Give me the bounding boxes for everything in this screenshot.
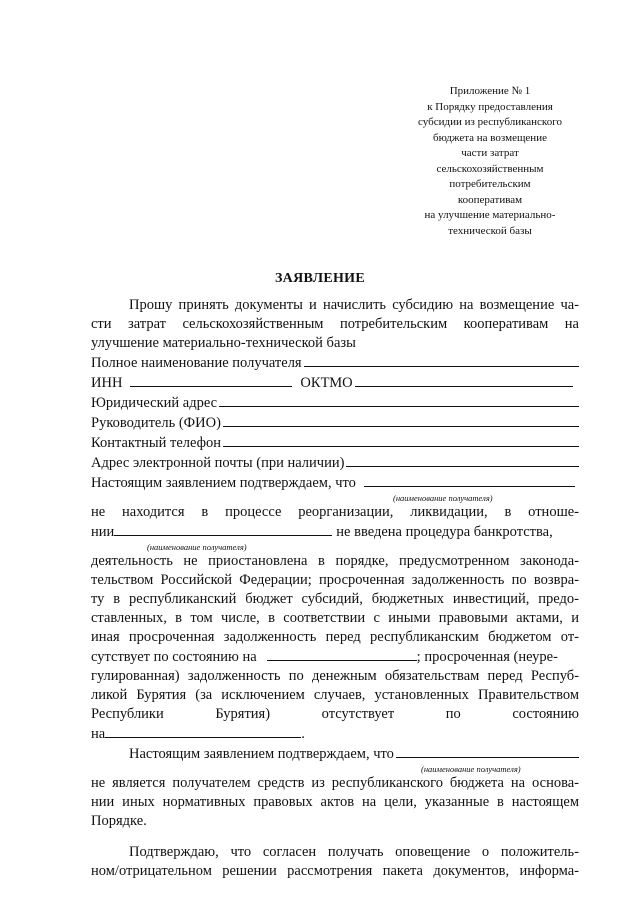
field-label: Руководитель (ФИО) bbox=[91, 415, 221, 431]
para3-line: ном/отрицательном решении рассмотрения пакета документов, информа- bbox=[91, 863, 579, 879]
para2-text: Настоящим заявлением подтверждаем, что bbox=[129, 746, 394, 762]
field-label: Юридический адрес bbox=[91, 395, 218, 411]
field-confirm bbox=[91, 473, 579, 493]
field-label: Настоящим заявлением подтверждаем, что bbox=[91, 475, 356, 491]
para1-text: нии bbox=[91, 524, 115, 540]
annex-line: технической базы bbox=[448, 224, 532, 237]
para2-line-blank bbox=[91, 744, 579, 764]
paragraph-gap bbox=[91, 831, 579, 843]
para1-text: сутствует по состоянию на bbox=[91, 649, 257, 665]
field-head bbox=[91, 413, 579, 433]
para1-text: на bbox=[91, 726, 106, 742]
annex-line: на улучшение материально- bbox=[424, 209, 556, 221]
para1-line: Республики Бурятия) отсутствует по состоянию bbox=[91, 706, 579, 722]
para2-line: нии иных нормативных правовых актов на цели, указанные в настоящем bbox=[91, 794, 579, 810]
para1-line-blank bbox=[91, 724, 579, 744]
email-blank[interactable] bbox=[346, 453, 579, 467]
field-label: ОКТМО bbox=[300, 375, 353, 391]
field-label: Контактный телефон bbox=[91, 435, 222, 451]
field-inn-oktmo bbox=[91, 373, 579, 393]
oktmo-blank[interactable] bbox=[355, 373, 573, 387]
para1-line: ставленных, в том числе, в соответствии с иными правовыми актами, и bbox=[91, 610, 579, 626]
field-label: Полное наименование получателя bbox=[91, 355, 302, 371]
annex-line: сельскохозяйственным bbox=[436, 162, 544, 175]
recipient-hint: (наименование получателя) bbox=[421, 764, 521, 774]
annex-line: кооперативам bbox=[457, 193, 523, 206]
bankruptcy-recipient-blank[interactable] bbox=[114, 522, 332, 536]
annex-header bbox=[400, 84, 580, 239]
document-title: ЗАЯВЛЕНИЕ bbox=[274, 271, 365, 286]
field-phone bbox=[91, 433, 579, 453]
para1-line-blank bbox=[91, 647, 579, 667]
recipient-hint: (наименование получателя) bbox=[147, 542, 247, 552]
phone-blank[interactable] bbox=[223, 433, 579, 447]
para1-text: ; просроченная (неуре- bbox=[416, 649, 558, 665]
para1-line: ту в республиканский бюджет субсидий, бюджетных инвестиций, предо- bbox=[91, 591, 579, 607]
recipient-hint: (наименование получателя) bbox=[393, 493, 493, 503]
intro-line: улучшение материально-технической базы bbox=[91, 335, 356, 351]
para2-line: не является получателем средств из республиканского бюджета на основа- bbox=[91, 775, 579, 791]
para2-recipient-blank[interactable] bbox=[396, 744, 579, 758]
para1-text: . bbox=[301, 726, 305, 742]
para1-line: иная просроченная задолженность перед республиканским бюджетом от- bbox=[91, 629, 579, 645]
field-legal-address bbox=[91, 393, 579, 413]
annex-line: Приложение № 1 bbox=[449, 85, 531, 97]
para1-line: ликой Бурятия (за исключением случаев, установленных Правительством bbox=[91, 687, 579, 703]
intro-line: Прошу принять документы и начислить субсидию на возмещение ча- bbox=[129, 297, 579, 313]
intro-line: сти затрат сельскохозяйственным потребительским кооперативам на bbox=[91, 316, 579, 332]
para1-line-blank bbox=[91, 522, 579, 542]
field-full-name bbox=[91, 353, 579, 373]
obligations-date-blank[interactable] bbox=[105, 724, 301, 738]
document-body bbox=[91, 296, 579, 881]
legal-address-blank[interactable] bbox=[219, 393, 579, 407]
full-name-blank[interactable] bbox=[304, 353, 579, 367]
para1-text: не введена процедура банкротства, bbox=[336, 524, 553, 540]
annex-line: субсидии из республиканского bbox=[418, 116, 562, 128]
field-label: ИНН bbox=[91, 375, 123, 391]
annex-line: к Порядку предоставления bbox=[427, 100, 553, 113]
inn-blank[interactable] bbox=[130, 373, 292, 387]
debt-date-blank[interactable] bbox=[267, 647, 417, 661]
annex-line: части затрат bbox=[461, 147, 519, 159]
field-email bbox=[91, 453, 579, 473]
field-label: Адрес электронной почты (при наличии) bbox=[91, 455, 345, 471]
confirm-recipient-blank[interactable] bbox=[364, 473, 575, 487]
para2-line: Порядке. bbox=[91, 813, 147, 829]
annex-line: потребительским bbox=[449, 178, 531, 190]
para3-line: Подтверждаю, что согласен получать оповещение о положитель- bbox=[129, 844, 579, 860]
para1-line: не находится в процессе реорганизации, ликвидации, в отноше- bbox=[91, 504, 579, 520]
para1-line: гулированная) задолженность по денежным обязательствам перед Респуб- bbox=[91, 668, 579, 684]
head-blank[interactable] bbox=[223, 413, 579, 427]
para1-line: деятельность не приостановлена в порядке, предусмотренном законода- bbox=[91, 553, 579, 569]
annex-line: бюджета на возмещение bbox=[433, 131, 547, 144]
para1-line: тельством Российской Федерации; просроченная задолженность по возвра- bbox=[91, 572, 579, 588]
